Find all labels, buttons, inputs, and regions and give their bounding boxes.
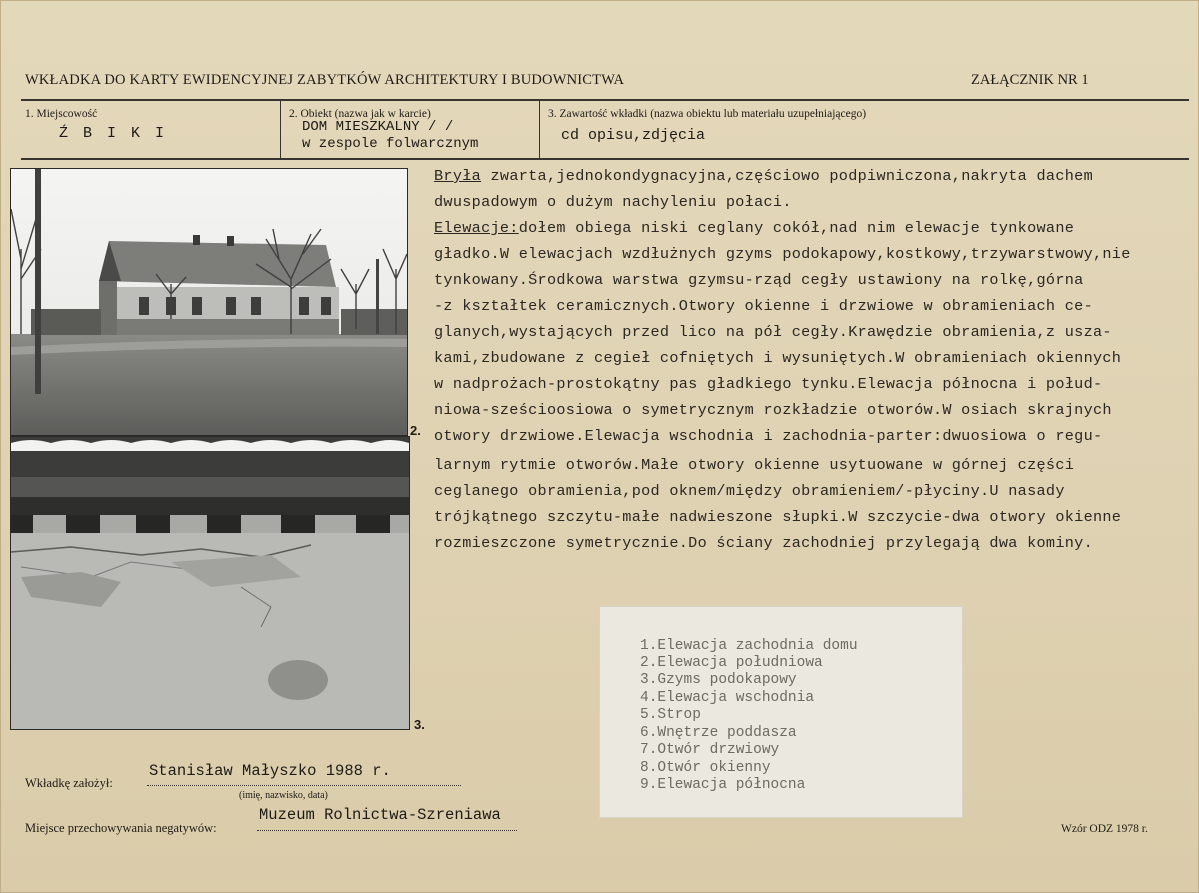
field-1-label: 1. Miejscowość — [25, 108, 98, 120]
legend-item-2: 2.Elewacja południowa — [640, 655, 823, 671]
description-line-12: larnym rytmie otworów.Małe otwory okienne usytuowane w górnej części — [434, 456, 1075, 474]
storage-value: Muzeum Rolnictwa-Szreniawa — [259, 806, 501, 824]
legend-item-4: 4.Elewacja wschodnia — [640, 690, 815, 706]
field-divider-2 — [539, 101, 540, 158]
description-line-11: otwory drzwiowe.Elewacja wschodnia i zachodnia-parter:dwuosiowa o regu- — [434, 427, 1103, 445]
description-line-1: Bryła zwarta,jednokondygnacyjna,częściowo podpiwniczona,nakryta dachem — [434, 167, 1093, 185]
legend-item-9: 9.Elewacja północna — [640, 777, 806, 793]
field-divider-1 — [280, 101, 281, 158]
description-line-2: dwuspadowym o dużym nachyleniu połaci. — [434, 193, 792, 211]
description-line-10: niowa-sześcioosiowa o symetrycznym rozkładzie otworów.W osiach skrajnych — [434, 401, 1112, 419]
description-line-14: trójkątnego szczytu-małe nadwieszone słupki.W szczycie-dwa otwory okienne — [434, 508, 1122, 526]
description-line-4: gładko.W elewacjach wzdłużnych gzyms podokapowy,kostkowy,trzywarstwowy,nie — [434, 245, 1131, 263]
field-2-value-1: DOM MIESZKALNY / / — [302, 119, 454, 135]
photo-number-3: 3. — [414, 717, 425, 732]
legend-item-3: 3.Gzyms podokapowy — [640, 672, 797, 688]
storage-label: Miejsce przechowywania negatywów: — [25, 821, 217, 835]
house-photo — [10, 168, 408, 436]
legend-item-8: 8.Otwór okienny — [640, 760, 771, 776]
field-1-value: Ź B I K I — [59, 125, 168, 142]
annex-number: ZAŁĄCZNIK NR 1 — [971, 72, 1089, 88]
cornice-photo — [10, 436, 410, 730]
field-3-label: 3. Zawartość wkładki (nazwa obiektu lub materiału uzupełniającego) — [548, 108, 867, 120]
storage-dotted-line — [257, 830, 517, 831]
top-rule — [21, 99, 1189, 101]
field-2-label: 2. Obiekt (nazwa jak w karcie) — [289, 108, 431, 120]
description-line-15: rozmieszczone symetrycznie.Do ściany zachodniej przylegają dwa kominy. — [434, 534, 1093, 552]
description-line-8: kami,zbudowane z cegieł cofniętych i wysuniętych.W obramieniach okiennych — [434, 349, 1122, 367]
photo-number-2: 2. — [410, 423, 421, 438]
photo-legend — [599, 606, 963, 818]
legend-item-6: 6.Wnętrze poddasza — [640, 725, 797, 741]
card-title: WKŁADKA DO KARTY EWIDENCYJNEJ ZABYTKÓW ARCHITEKTURY I BUDOWNICTWA — [25, 72, 625, 88]
description-line-9: w nadprożach-prostokątny pas gładkiego tynku.Elewacja północna i połud- — [434, 375, 1103, 393]
description-line-7: glanych,wystających przed lico na pół cegły.Krawędzie obramienia,z usza- — [434, 323, 1112, 341]
legend-item-7: 7.Otwór drzwiowy — [640, 742, 780, 758]
legend-item-1: 1.Elewacja zachodnia domu — [640, 638, 858, 654]
description-line-5: tynkowany.Środkowa warstwa gzymsu-rząd cegły ustawiony na rolkę,górna — [434, 271, 1084, 289]
founder-dotted-line — [147, 785, 461, 786]
description-line-6: -z kształtek ceramicznych.Otwory okienne i drzwiowe w obramieniach ce- — [434, 297, 1093, 315]
house-photo-image — [11, 169, 407, 435]
field-3-value: cd opisu,zdjęcia — [561, 127, 706, 144]
founder-hint: (imię, nazwisko, data) — [239, 790, 328, 801]
founder-label: Wkładkę założył: — [25, 776, 113, 790]
description-line-3: Elewacje:dołem obiega niski ceglany cokół,nad nim elewacje tynkowane — [434, 219, 1075, 237]
field-2-value-2: w zespole folwarcznym — [302, 136, 479, 152]
founder-value: Stanisław Małyszko 1988 r. — [149, 762, 391, 780]
cornice-photo-image — [11, 437, 409, 729]
fields-bottom-rule — [21, 158, 1189, 160]
legend-item-5: 5.Strop — [640, 707, 701, 723]
description-line-13: ceglanego obramienia,pod oknem/między obramieniem/-płyciny.U nasady — [434, 482, 1065, 500]
form-pattern: Wzór ODZ 1978 r. — [1061, 823, 1148, 835]
